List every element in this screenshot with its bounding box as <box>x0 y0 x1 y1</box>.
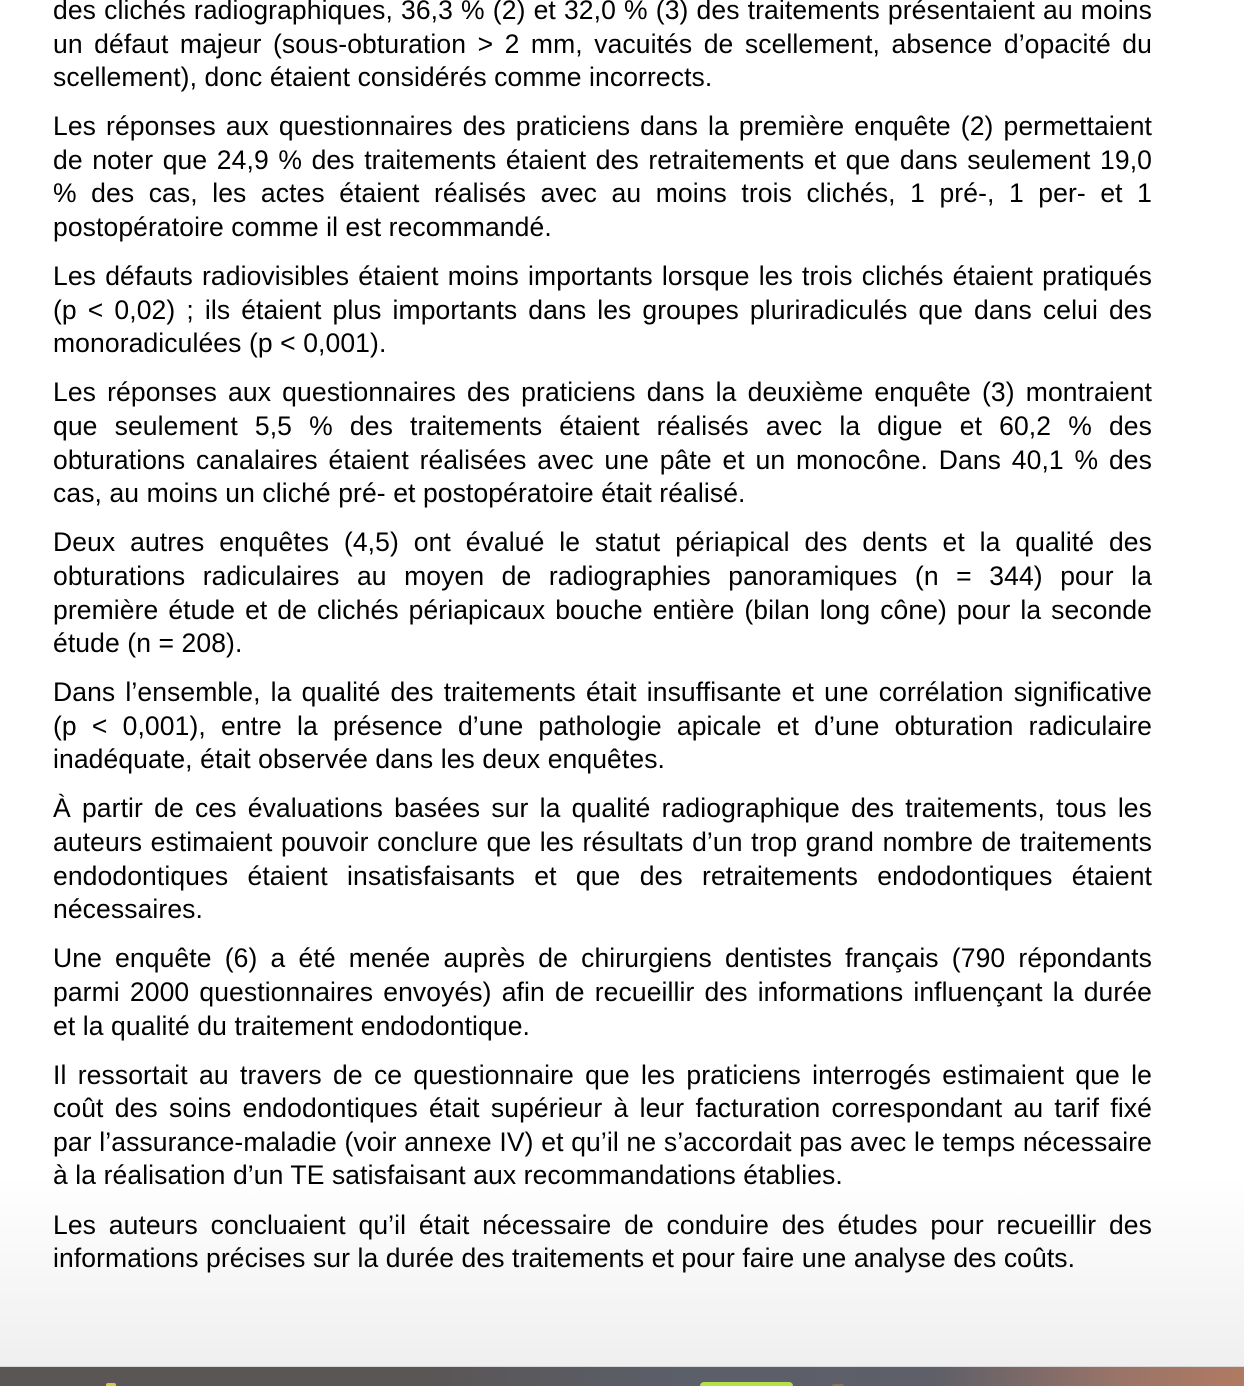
dock-app-icon[interactable] <box>700 1382 793 1386</box>
paragraph: Les réponses aux questionnaires des praticiens dans la première enquête (2) permettaient de noter que 24,9 % des traitements étaient des retraitements et que dans seulement 19,0 % des cas, les actes étaient réalisés avec au moins trois clichés, 1 pré-, 1 per- et 1 postopératoire comme il est recommandé. <box>53 111 1152 243</box>
paragraph: Les auteurs concluaient qu’il était nécessaire de conduire des études pour recueillir des informations précises sur la durée des traitements et pour faire une analyse des coûts. <box>53 1209 1152 1274</box>
paragraph: À partir de ces évaluations basées sur la qualité radiographique des traitements, tous les auteurs estimaient pouvoir conclure que les résultats d’un trop grand nombre de traitements endodontiques étaient insatisfaisants et que des retraitements endodontiques étaient nécessaires. <box>53 793 1152 925</box>
paragraph: Les réponses aux questionnaires des praticiens dans la deuxième enquête (3) montraient que seulement 5,5 % des traitements étaient réalisés avec la digue et 60,2 % des obturations canalaires étaient réalisées avec une pâte et un monocône. Dans 40,1 % des cas, au moins un cliché pré- et postopératoire était réalisé. <box>53 377 1152 509</box>
paragraph: des clichés radiographiques, 36,3 % (2) et 32,0 % (3) des traitements présentaient au moins un défaut majeur (sous-obturation > 2 mm, vacuités de scellement, absence d’opacité du scellement), donc étaient considérés comme incorrects. <box>53 0 1152 93</box>
paragraph: Il ressortait au travers de ce questionnaire que les praticiens interrogés estimaient que le coût des soins endodontiques était supérieur à leur facturation correspondant au tarif fixé par l’assurance-maladie (voir annexe IV) et qu’il ne s’accordait pas avec le temps nécessaire à la réalisation d’un TE satisfaisant aux recommandations établies. <box>53 1059 1152 1191</box>
desktop-dock <box>0 1367 1244 1386</box>
page-content <box>53 0 1152 1291</box>
paragraph: Les défauts radiovisibles étaient moins importants lorsque les trois clichés étaient pratiqués (p < 0,02) ; ils étaient plus importants dans les groupes pluriradiculés que dans celui des monoradiculées (p < 0,001). <box>53 261 1152 359</box>
paragraph: Dans l’ensemble, la qualité des traitements était insuffisante et une corrélation significative (p < 0,001), entre la présence d’une pathologie apicale et d’une obturation radiculaire inadéquate, était observée dans les deux enquêtes. <box>53 677 1152 775</box>
paragraph: Deux autres enquêtes (4,5) ont évalué le statut périapical des dents et la qualité des obturations radiculaires au moyen de radiographies panoramiques (n = 344) pour la première étude et de clichés périapicaux bouche entière (bilan long cône) pour la seconde étude (n = 208). <box>53 527 1152 659</box>
paragraph: Une enquête (6) a été menée auprès de chirurgiens dentistes français (790 répondants parmi 2000 questionnaires envoyés) afin de recueillir des informations influençant la durée et la qualité du traitement endodontique. <box>53 943 1152 1041</box>
